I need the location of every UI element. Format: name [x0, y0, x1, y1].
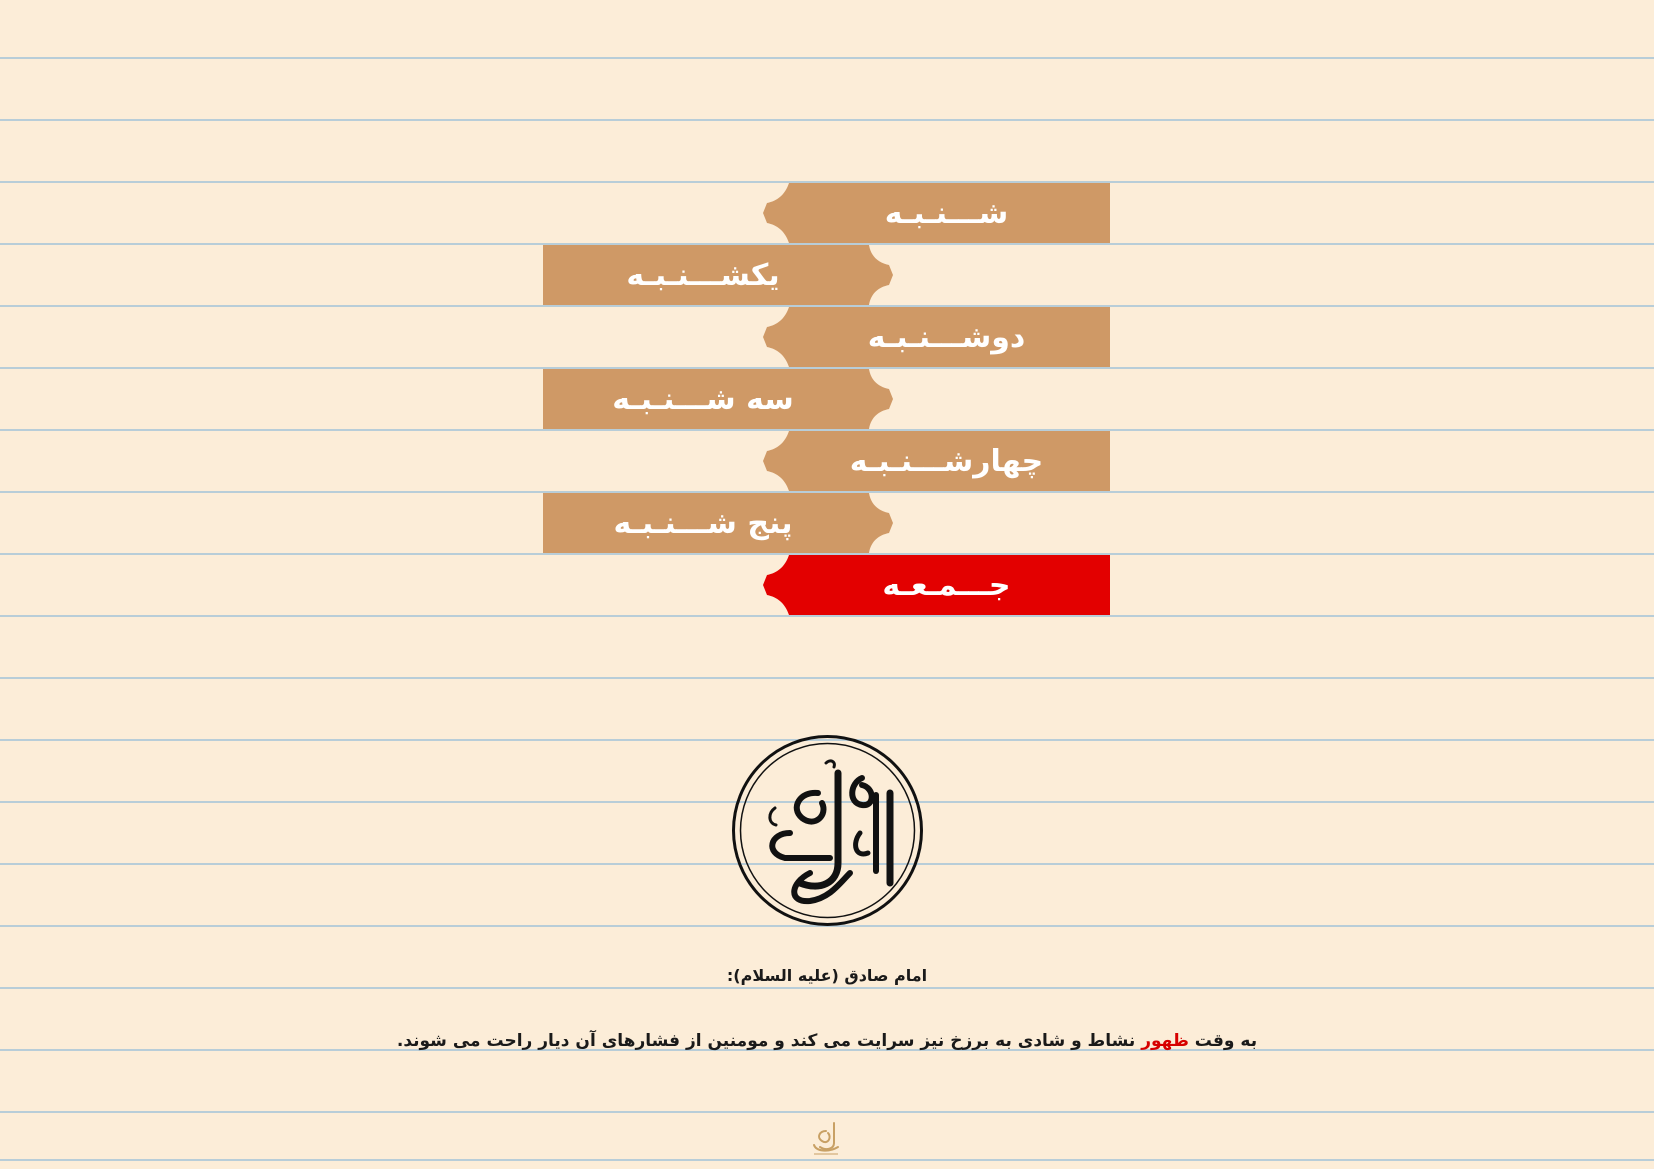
day-tab-sunday [543, 245, 893, 305]
day-label: چهارشـــنـبـه [849, 443, 1044, 479]
day-label: جـــمـعـه [882, 567, 1011, 603]
quote-highlight: ظهور [1141, 1031, 1189, 1051]
day-tab-friday [763, 555, 1110, 615]
day-label: دوشـــنـبـه [867, 319, 1026, 355]
day-tab-tuesday [543, 369, 893, 429]
day-label: یکشـــنـبـه [626, 257, 780, 293]
day-tab-saturday [763, 183, 1110, 243]
quote-text [0, 1031, 1654, 1051]
quote-text-before: به وقت [1188, 1031, 1258, 1051]
day-label: پنج شـــنـبـه [613, 505, 793, 541]
calligraphy-seal-icon [730, 733, 925, 928]
day-tab-thursday [543, 493, 893, 553]
quote-author: امام صادق (علیه السلام): [726, 966, 928, 985]
day-label: سه شـــنـبـه [612, 381, 794, 417]
day-tab-monday [763, 307, 1110, 367]
day-tab-wednesday [763, 431, 1110, 491]
quote-text-after: نشاط و شادی به برزخ نیز سرایت می کند و مومنین از فشارهای آن دیار راحت می شوند. [396, 1031, 1142, 1051]
day-label: شـــنـبـه [884, 195, 1009, 231]
calligraphy-logo-icon [806, 1117, 846, 1157]
